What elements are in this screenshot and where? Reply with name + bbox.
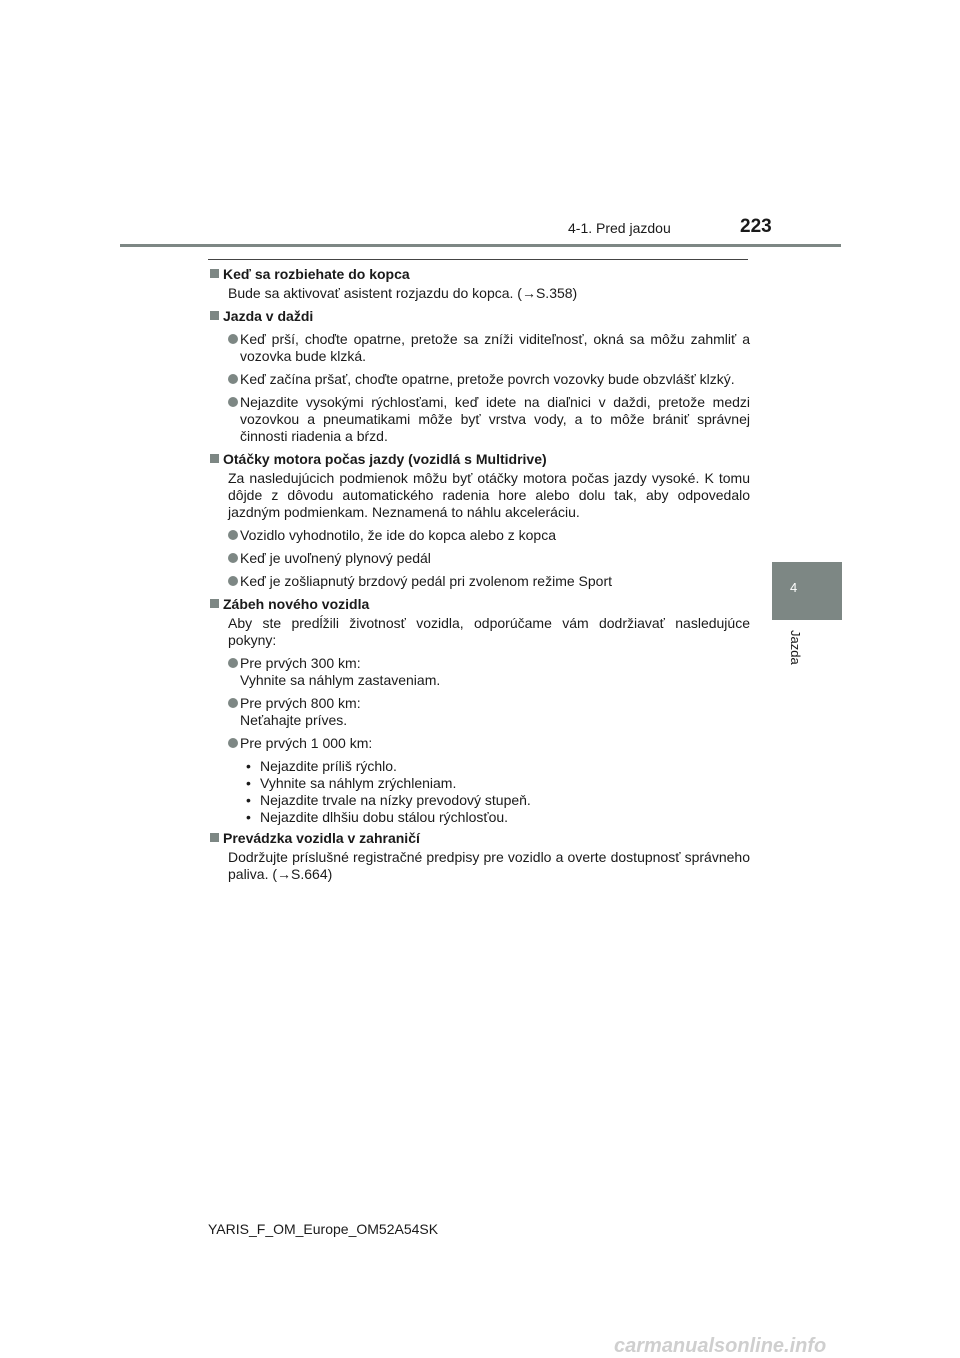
circle-bullet-icon xyxy=(228,334,238,344)
list-item: Pre prvých 300 km: Vyhnite sa náhlym zastaveniam. xyxy=(228,655,750,689)
square-bullet-icon xyxy=(210,454,219,463)
list-item: Vozidlo vyhodnotilo, že ide do kopca alebo z kopca xyxy=(228,527,750,544)
header-rule xyxy=(120,244,841,247)
square-bullet-icon xyxy=(210,833,219,842)
circle-bullet-icon xyxy=(228,738,238,748)
section-heading: Jazda v daždi xyxy=(210,308,750,325)
square-bullet-icon xyxy=(210,269,219,278)
content-rule xyxy=(208,259,748,260)
circle-bullet-icon xyxy=(228,576,238,586)
section-heading: Keď sa rozbiehate do kopca xyxy=(210,266,750,283)
section-heading: Otáčky motora počas jazdy (vozidlá s Multidrive) xyxy=(210,451,750,468)
list-item: Keď je uvoľnený plynový pedál xyxy=(228,550,750,567)
list-item: Keď je zošliapnutý brzdový pedál pri zvolenom režime Sport xyxy=(228,573,750,590)
list-item: Pre prvých 800 km: Neťahajte príves. xyxy=(228,695,750,729)
section-heading: Zábeh nového vozidla xyxy=(210,596,750,613)
list-item: Pre prvých 1 000 km: xyxy=(228,735,750,752)
watermark: carmanualsonline.info xyxy=(614,1335,827,1357)
square-bullet-icon xyxy=(210,599,219,608)
square-bullet-icon xyxy=(210,311,219,320)
section-text: Aby ste predĺžili životnosť vozidla, odporúčame vám dodržiavať nasledujúce pokyny: xyxy=(228,615,750,648)
circle-bullet-icon xyxy=(228,698,238,708)
sub-list-item: • Nejazdite príliš rýchlo. xyxy=(246,758,397,774)
circle-bullet-icon xyxy=(228,530,238,540)
header-section-title: 4-1. Pred jazdou xyxy=(568,220,671,236)
circle-bullet-icon xyxy=(228,397,238,407)
chapter-tab xyxy=(772,562,842,620)
page-number: 223 xyxy=(740,216,772,237)
chapter-number: 4 xyxy=(790,580,798,595)
page-content xyxy=(210,266,750,883)
footer-doc-id: YARIS_F_OM_Europe_OM52A54SK xyxy=(208,1221,439,1237)
section-text: Za nasledujúcich podmienok môžu byť otáčky motora počas jazdy vysoké. K tomu dôjde z dôvodu automatického radenia hore alebo dolu tak, aby odpovedalo jazdným podmienkam. Neznamená to náhlu akceleráciu. xyxy=(228,470,750,520)
sub-list-item: • Nejazdite trvale na nízky prevodový stupeň. xyxy=(246,792,531,808)
sub-list-item: • Nejazdite dlhšiu dobu stálou rýchlosťou. xyxy=(246,809,509,825)
sub-list-item: • Vyhnite sa náhlym zrýchleniam. xyxy=(246,775,457,791)
list-item: Nejazdite vysokými rýchlosťami, keď idete na diaľnici v daždi, pretože medzi vozovkou a pneumatikami môže byť vrstva vody, a to môže brániť správnej činnosti riadenia a bŕzd. xyxy=(228,394,750,445)
section-heading: Prevádzka vozidla v zahraničí xyxy=(210,830,750,847)
chapter-title: Jazda xyxy=(788,630,803,665)
section-text: Bude sa aktivovať asistent rozjazdu do kopca. (→S.358) xyxy=(228,285,578,301)
circle-bullet-icon xyxy=(228,658,238,668)
section-text: Dodržujte príslušné registračné predpisy pre vozidlo a overte dostupnosť správneho paliva. (→S.664) xyxy=(228,849,750,882)
circle-bullet-icon xyxy=(228,553,238,563)
circle-bullet-icon xyxy=(228,374,238,384)
list-item: Keď začína pršať, choďte opatrne, pretože povrch vozovky bude obzvlášť klzký. xyxy=(228,371,750,388)
list-item: Keď prší, choďte opatrne, pretože sa zníži viditeľnosť, okná sa môžu zahmliť a vozovka bude klzká. xyxy=(228,331,750,365)
